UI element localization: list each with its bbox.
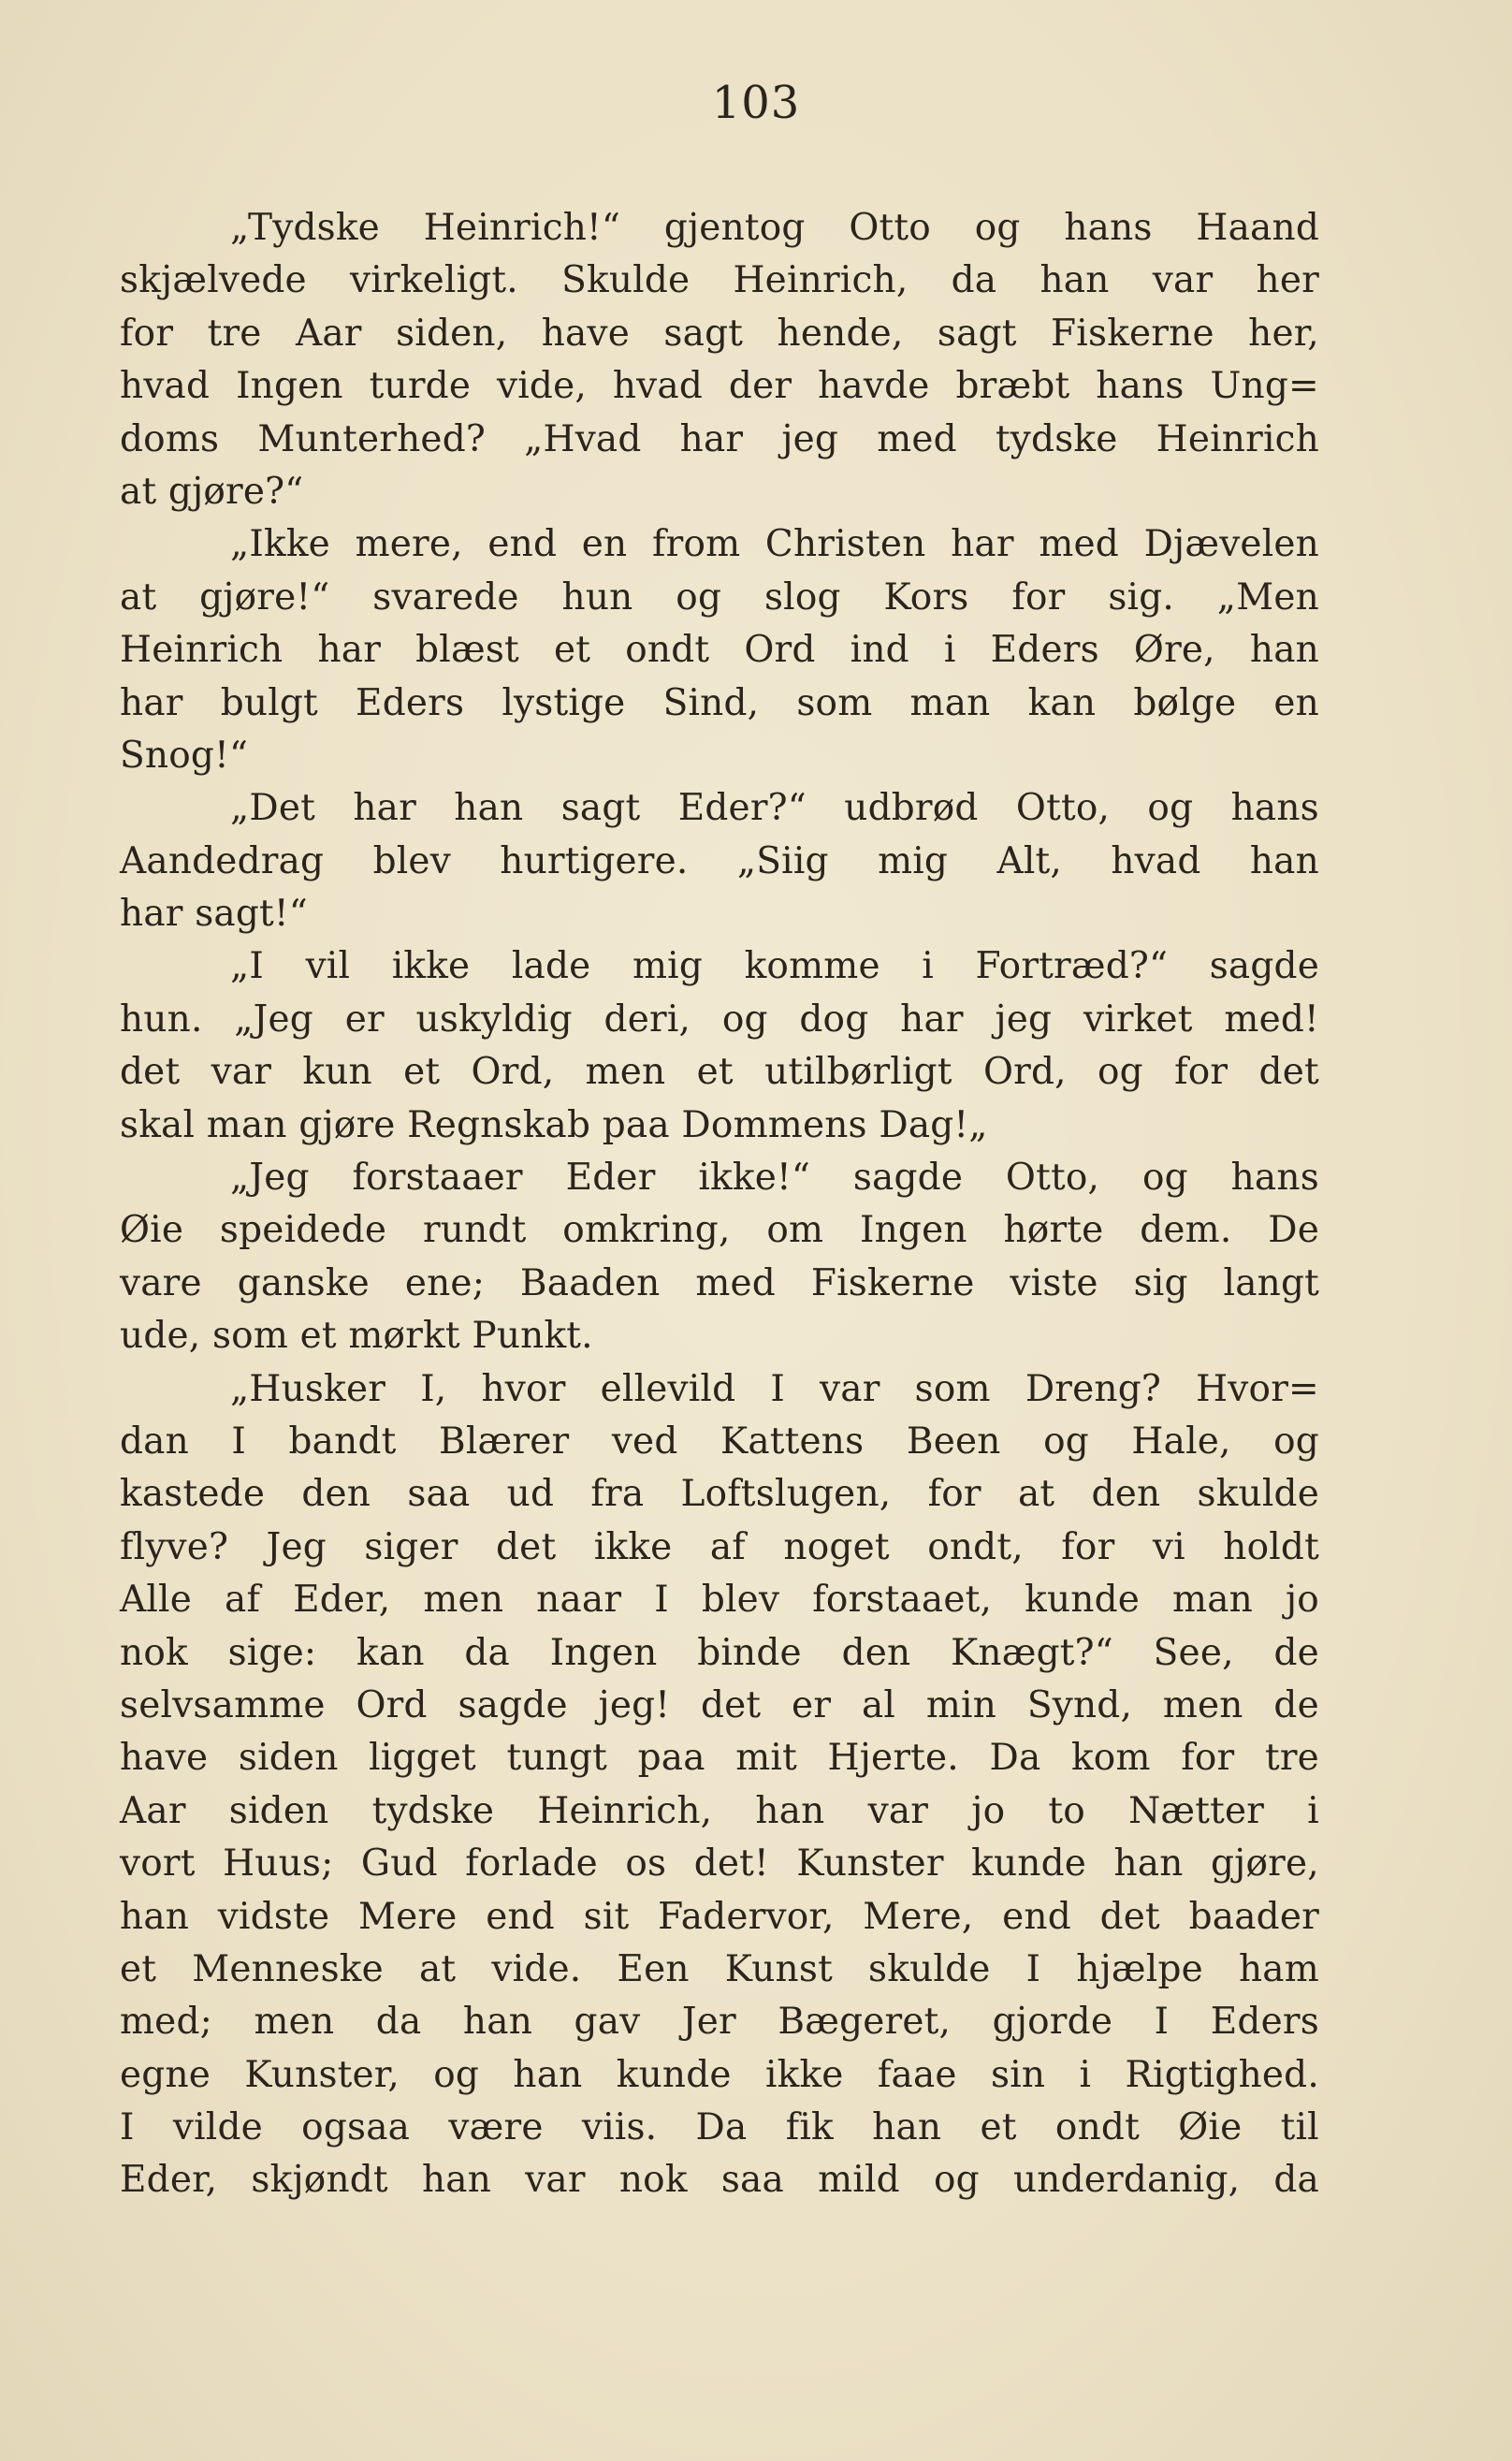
text-line: egne Kunster, og han kunde ikke faae sin i Rigtighed. — [120, 2053, 1319, 2096]
text-line: selvsamme Ord sagde jeg! det er al min Synd, men de — [120, 1683, 1319, 1726]
text-line: ude, som et mørkt Punkt. — [120, 1315, 593, 1358]
text-line: have siden ligget tungt paa mit Hjerte. Da kom for tre — [120, 1737, 1319, 1780]
text-line: skjælvede virkeligt. Skulde Heinrich, da han var her — [120, 259, 1319, 302]
text-line: at gjøre!“ svarede hun og slog Kors for sig. „Men — [120, 575, 1319, 619]
text-line: har sagt!“ — [120, 893, 308, 936]
text-line: det var kun et Ord, men et utilbørligt Ord, og for det — [120, 1051, 1319, 1094]
text-line: har bulgt Eders lystige Sind, som man kan bølge en — [120, 681, 1319, 724]
text-line: skal man gjøre Regnskab paa Dommens Dag!„ — [120, 1103, 988, 1146]
page-number: 103 — [711, 77, 801, 129]
text-line: nok sige: kan da Ingen binde den Knægt?“ See, de — [120, 1631, 1319, 1674]
text-line: „I vil ikke lade mig komme i Fortræd?“ sagde — [230, 945, 1319, 988]
text-line: at gjøre?“ — [120, 470, 304, 513]
text-line: „Jeg forstaaer Eder ikke!“ sagde Otto, og hans — [230, 1157, 1319, 1200]
text-line: „Det har han sagt Eder?“ udbrød Otto, og hans — [230, 787, 1319, 830]
text-line: Aar siden tydske Heinrich, han var jo to Nætter i — [120, 1789, 1319, 1832]
text-line: dan I bandt Blærer ved Kattens Been og Hale, og — [120, 1420, 1319, 1463]
text-line: kastede den saa ud fra Loftslugen, for at den skulde — [120, 1473, 1319, 1516]
text-line: med; men da han gav Jer Bægeret, gjorde I Eders — [120, 2001, 1319, 2044]
text-line: Eder, skjøndt han var nok saa mild og underdanig, da — [120, 2159, 1319, 2202]
text-line: Øie speidede rundt omkring, om Ingen hørte dem. De — [120, 1209, 1319, 1252]
text-line: I vilde ogsaa være viis. Da fik han et ondt Øie til — [120, 2106, 1319, 2149]
text-line: doms Munterhed? „Hvad har jeg med tydske Heinrich — [120, 417, 1319, 460]
text-line: hun. „Jeg er uskyldig deri, og dog har jeg virket med! — [120, 998, 1319, 1041]
text-line: „Ikke mere, end en from Christen har med Djævelen — [230, 523, 1319, 566]
text-line: flyve? Jeg siger det ikke af noget ondt, for vi holdt — [120, 1525, 1319, 1568]
text-line: Alle af Eder, men naar I blev forstaaet, kunde man jo — [120, 1579, 1319, 1622]
text-line: Aandedrag blev hurtigere. „Siig mig Alt, hvad han — [120, 839, 1319, 882]
text-line: vare ganske ene; Baaden med Fiskerne viste sig langt — [120, 1261, 1319, 1304]
text-line: et Menneske at vide. Een Kunst skulde I hjælpe ham — [120, 1947, 1319, 1990]
text-line: han vidste Mere end sit Fadervor, Mere, end det baader — [120, 1895, 1319, 1938]
text-line: „Husker I, hvor ellevild I var som Dreng? Hvor= — [230, 1367, 1319, 1410]
text-line: for tre Aar siden, have sagt hende, sagt Fiskerne her, — [120, 312, 1319, 355]
text-line: vort Huus; Gud forlade os det! Kunster kunde han gjøre, — [120, 1842, 1319, 1886]
text-line: „Tydske Heinrich!“ gjentog Otto og hans Haand — [230, 207, 1319, 249]
text-line: Heinrich har blæst et ondt Ord ind i Eders Øre, han — [120, 629, 1319, 672]
page-text — [120, 202, 1319, 2207]
text-line: Snog!“ — [120, 734, 249, 777]
text-line: hvad Ingen turde vide, hvad der havde bræbt hans Ung= — [120, 365, 1319, 408]
